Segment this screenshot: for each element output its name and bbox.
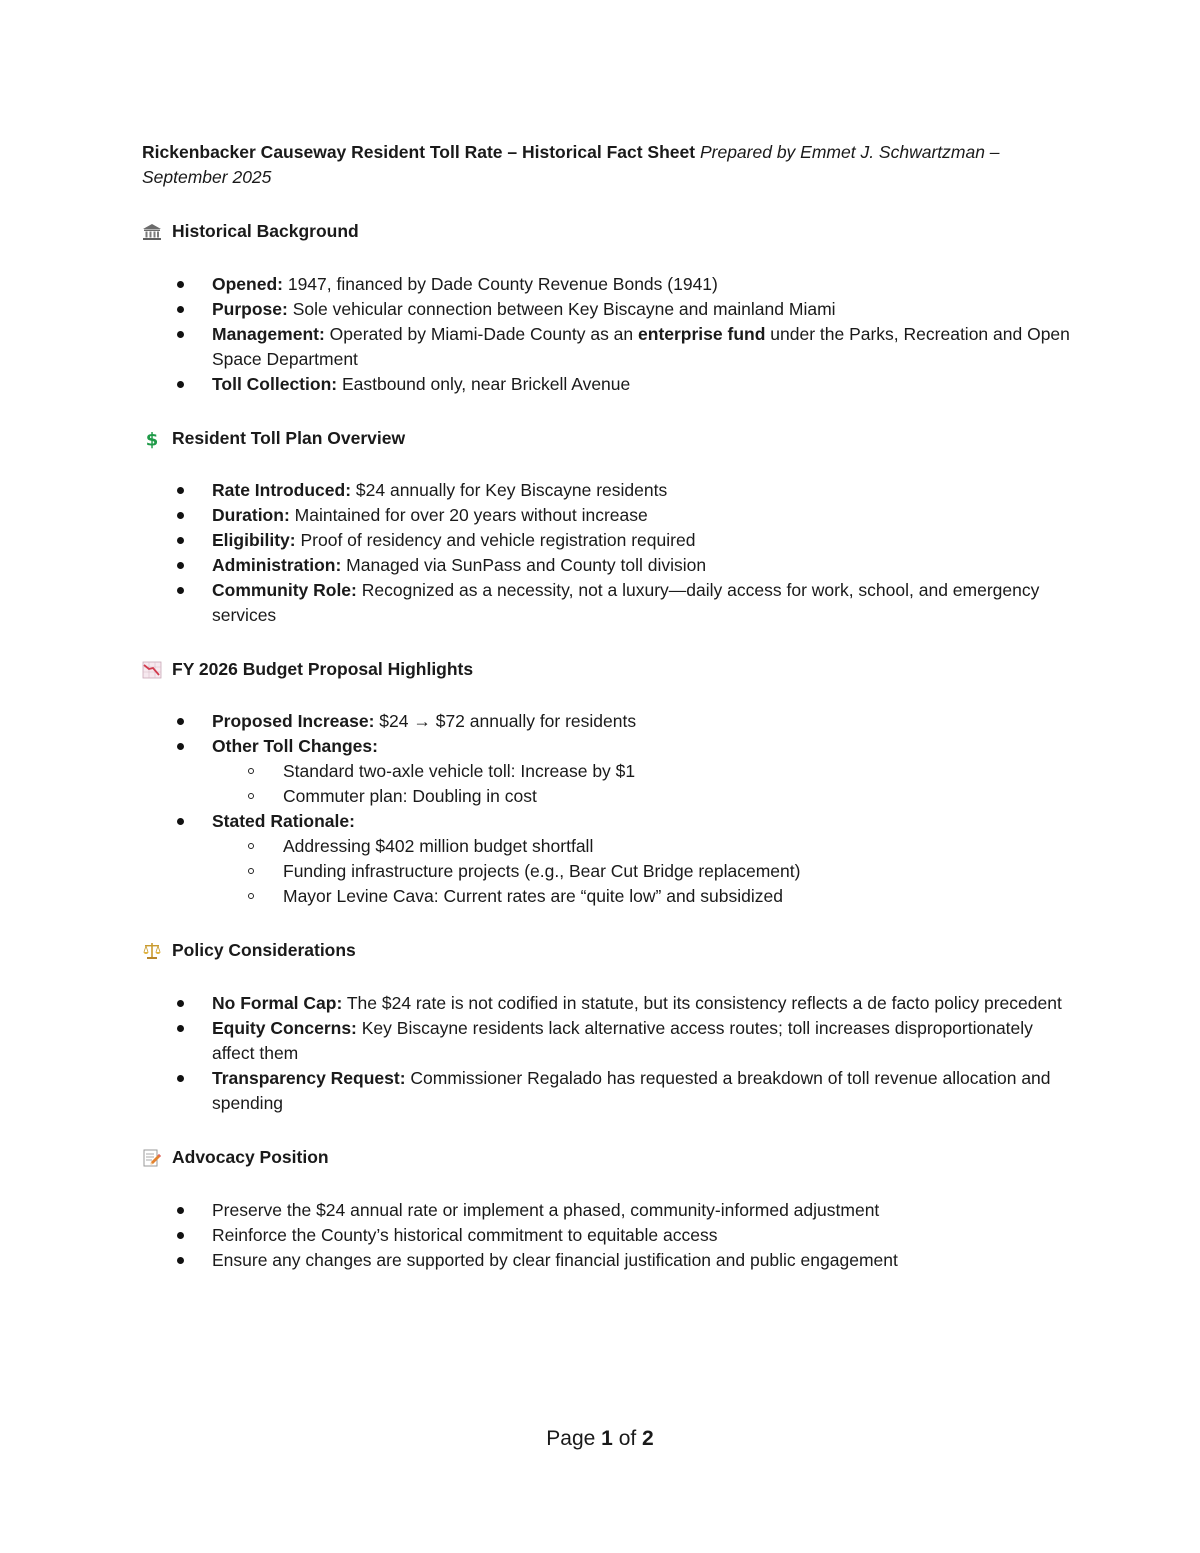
- sub-list-item: Standard two-axle vehicle toll: Increase by $1: [212, 759, 1072, 784]
- memo-pencil-icon: [142, 1148, 164, 1168]
- policy-list: [142, 991, 1072, 1116]
- item-text: Managed via SunPass and County toll division: [341, 555, 707, 575]
- item-label: Toll Collection:: [212, 374, 338, 394]
- item-label: Duration:: [212, 505, 290, 525]
- plan-list: [142, 478, 1072, 628]
- item-label: No Formal Cap:: [212, 993, 343, 1013]
- sub-list: [212, 834, 1072, 909]
- item-text: $24 → $72 annually for residents: [374, 711, 637, 731]
- item-text: Key Biscayne residents lack alternative access routes; toll increases disproportionately affect them: [212, 1018, 1033, 1063]
- section-title: Resident Toll Plan Overview: [172, 428, 406, 448]
- section-title: Historical Background: [172, 221, 359, 241]
- item-text: Eastbound only, near Brickell Avenue: [337, 374, 631, 394]
- list-item: [142, 553, 1072, 578]
- sub-list: [212, 759, 1072, 809]
- list-item: Ensure any changes are supported by clear financial justification and public engagement: [142, 1248, 1072, 1273]
- total-page-number: 2: [642, 1427, 654, 1450]
- section-heading-background: [142, 219, 1072, 244]
- item-text: Proof of residency and vehicle registration required: [295, 530, 696, 550]
- list-item: [142, 1016, 1072, 1066]
- item-label: Administration:: [212, 555, 342, 575]
- list-item: Preserve the $24 annual rate or implement a phased, community-informed adjustment: [142, 1198, 1072, 1223]
- of-word: of: [618, 1427, 637, 1450]
- list-item: [142, 272, 1072, 297]
- list-item: [142, 478, 1072, 503]
- item-label: Stated Rationale:: [212, 811, 355, 831]
- item-label: Management:: [212, 324, 325, 344]
- svg-text:$: $: [145, 429, 159, 449]
- current-page-number: 1: [601, 1427, 613, 1450]
- dollar-sign-icon: [142, 429, 164, 449]
- section-title: FY 2026 Budget Proposal Highlights: [172, 659, 474, 679]
- advocacy-list: [142, 1198, 1072, 1273]
- section-title: Policy Considerations: [172, 940, 356, 960]
- title-text: Rickenbacker Causeway Resident Toll Rate – Historical Fact Sheet: [142, 142, 696, 162]
- item-text: Operated by Miami-Dade County as an: [324, 324, 639, 344]
- sub-list-item: Addressing $402 million budget shortfall: [212, 834, 1072, 859]
- section-heading-policy: [142, 938, 1072, 963]
- item-label: Opened:: [212, 274, 283, 294]
- list-item: [142, 297, 1072, 322]
- balance-scale-icon: [142, 941, 164, 961]
- list-item: [142, 809, 1072, 909]
- list-item: [142, 578, 1072, 628]
- list-item: [142, 322, 1072, 372]
- item-text: $24 annually for Key Biscayne residents: [351, 480, 668, 500]
- item-text: Commissioner Regalado has requested a breakdown of toll revenue allocation and spending: [212, 1068, 1051, 1113]
- item-text: Sole vehicular connection between Key Biscayne and mainland Miami: [287, 299, 836, 319]
- section-heading-budget: [142, 657, 1072, 682]
- item-text: Recognized as a necessity, not a luxury—daily access for work, school, and emergency services: [212, 580, 1040, 625]
- item-label: Proposed Increase:: [212, 711, 375, 731]
- list-item: [142, 734, 1072, 809]
- item-label: Transparency Request:: [212, 1068, 406, 1088]
- item-label: Other Toll Changes:: [212, 736, 378, 756]
- sub-list-item: Funding infrastructure projects (e.g., Bear Cut Bridge replacement): [212, 859, 1072, 884]
- list-item: [142, 1066, 1072, 1116]
- list-item: [142, 372, 1072, 397]
- item-label: Eligibility:: [212, 530, 296, 550]
- section-heading-plan: [142, 426, 1072, 451]
- item-label: Community Role:: [212, 580, 357, 600]
- item-text: The $24 rate is not codified in statute, but its consistency reflects a de facto policy precedent: [342, 993, 1062, 1013]
- budget-list: [142, 709, 1072, 909]
- byline-text: Prepared by Emmet J. Schwartzman – September 2025: [142, 142, 1000, 187]
- sub-list-item: Mayor Levine Cava: Current rates are “quite low” and subsidized: [212, 884, 1072, 909]
- list-item: Reinforce the County’s historical commitment to equitable access: [142, 1223, 1072, 1248]
- section-title: Advocacy Position: [172, 1147, 329, 1167]
- list-item: [142, 528, 1072, 553]
- item-text: Maintained for over 20 years without increase: [289, 505, 648, 525]
- page-word: Page: [546, 1427, 596, 1450]
- item-label: Purpose:: [212, 299, 288, 319]
- background-list: [142, 272, 1072, 397]
- item-text: under the Parks, Recreation and Open Space Department: [212, 324, 1070, 369]
- page-number-footer: [0, 1425, 1200, 1453]
- item-label: Equity Concerns:: [212, 1018, 357, 1038]
- item-label: Rate Introduced:: [212, 480, 352, 500]
- item-text: 1947, financed by Dade County Revenue Bonds (1941): [282, 274, 718, 294]
- document-title: [142, 140, 1072, 190]
- document-page: [142, 140, 1072, 1273]
- list-item: [142, 503, 1072, 528]
- chart-decreasing-icon: [142, 660, 164, 680]
- list-item: [142, 991, 1072, 1016]
- item-emphasis: enterprise fund: [638, 324, 766, 344]
- list-item: [142, 709, 1072, 734]
- section-heading-advocacy: [142, 1145, 1072, 1170]
- sub-list-item: Commuter plan: Doubling in cost: [212, 784, 1072, 809]
- classical-building-icon: [142, 222, 164, 242]
